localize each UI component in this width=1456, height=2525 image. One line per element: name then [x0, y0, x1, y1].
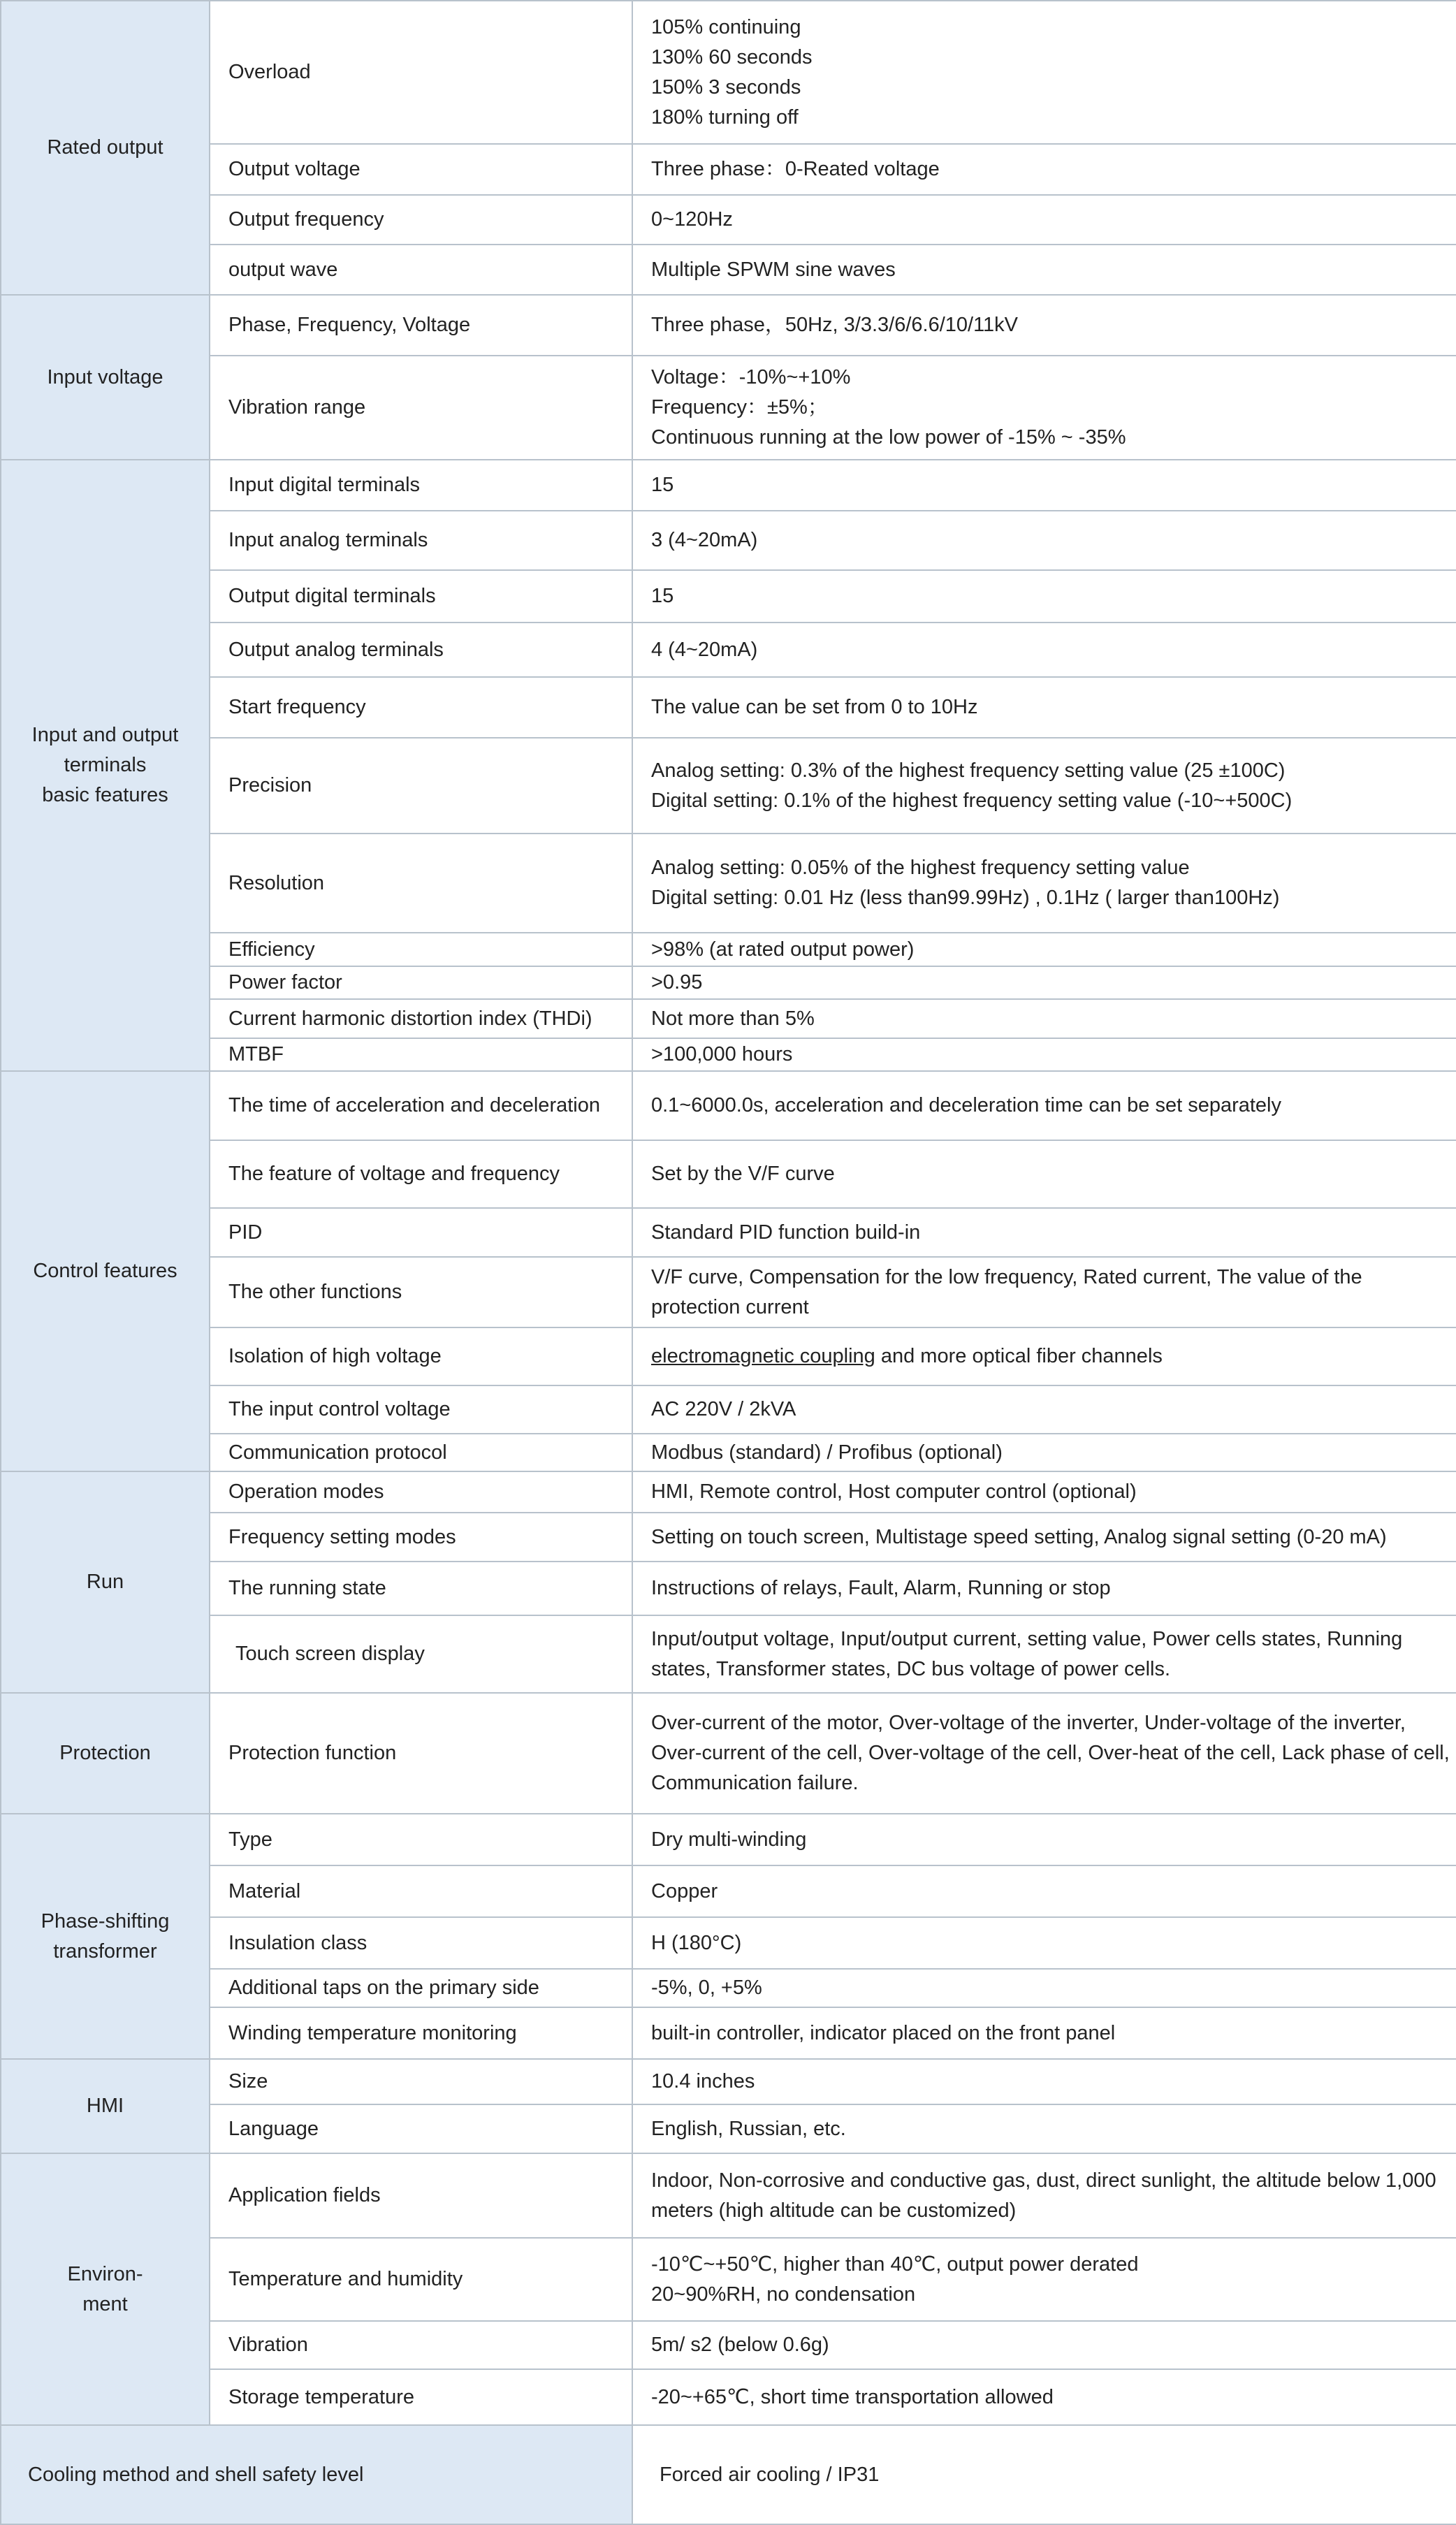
param-name: Language: [210, 2104, 632, 2153]
param-value: [632, 2153, 1456, 2238]
spec-row: [1, 1693, 1456, 1814]
spec-row: [1, 2059, 1456, 2104]
param-value: [632, 966, 1456, 999]
value-line: 180% turning off: [651, 105, 799, 129]
spec-row: [1, 2238, 1456, 2321]
param-name: Phase, Frequency, Voltage: [210, 295, 632, 356]
param-name: Isolation of high voltage: [210, 1327, 632, 1385]
param-value: [632, 1471, 1456, 1513]
spec-row: [1, 933, 1456, 966]
value-line: 150% 3 seconds: [651, 75, 801, 99]
param-value: [632, 1814, 1456, 1865]
param-value: [632, 295, 1456, 356]
value-line: >0.95: [651, 971, 703, 994]
value-line: Over-current of the cell, Over-voltage of the cell, Over-heat of the cell, Lack phase of cell,: [651, 1742, 1450, 1764]
value-line: 5m/ s2 (below 0.6g): [651, 2334, 829, 2356]
value-line: 3 (4~20mA): [651, 529, 758, 551]
param-value: [632, 623, 1456, 677]
value-line: Over-current of the motor, Over-voltage of the inverter, Under-voltage of the inverter,: [651, 1712, 1406, 1734]
param-value: [632, 677, 1456, 738]
spec-row: [1, 623, 1456, 677]
spec-row: [1, 2321, 1456, 2369]
param-name: Current harmonic distortion index (THDi): [210, 999, 632, 1038]
spec-row: [1, 1969, 1456, 2007]
param-name: Additional taps on the primary side: [210, 1969, 632, 2007]
param-name: Overload: [210, 1, 632, 144]
spec-row: [1, 1434, 1456, 1471]
spec-body: [1, 1, 1456, 2524]
spec-row: [1, 245, 1456, 295]
value-line: Continuous running at the low power of -15% ~ -35%: [651, 426, 1126, 449]
param-value: [632, 570, 1456, 623]
param-name: Communication protocol: [210, 1434, 632, 1471]
group-label: [1, 1693, 210, 1814]
spec-row: [1, 1208, 1456, 1257]
value-line: -20~+65℃, short time transportation allowed: [651, 2385, 1054, 2408]
value-line: AC 220V / 2kVA: [651, 1398, 796, 1420]
value-line: 105% continuing: [651, 15, 801, 38]
param-name: Input digital terminals: [210, 460, 632, 511]
value-line: 20~90%RH, no condensation: [651, 2283, 916, 2306]
param-name: Storage temperature: [210, 2369, 632, 2425]
param-value: [632, 2321, 1456, 2369]
param-name: Protection function: [210, 1693, 632, 1814]
param-name: Output digital terminals: [210, 570, 632, 623]
footer-label: Cooling method and shell safety level: [1, 2425, 632, 2524]
value-line: Multiple SPWM sine waves: [651, 258, 896, 281]
group-label: [1, 460, 210, 1071]
spec-row: [1, 2369, 1456, 2425]
group-label-line: Protection: [59, 1742, 151, 1764]
spec-row: [1, 195, 1456, 245]
param-value: [632, 999, 1456, 1038]
param-value: [632, 2104, 1456, 2153]
value-line: HMI, Remote control, Host computer control (optional): [651, 1480, 1137, 1503]
param-value: [632, 195, 1456, 245]
group-label-line: ment: [82, 2292, 128, 2315]
param-value: [632, 356, 1456, 460]
value-line: V/F curve, Compensation for the low frequency, Rated current, The value of the: [651, 1265, 1362, 1288]
value-line: Frequency：±5%；: [651, 396, 828, 419]
param-value: [632, 2007, 1456, 2059]
value-line: Copper: [651, 1879, 718, 1902]
param-value: [632, 1038, 1456, 1071]
value-line: 4 (4~20mA): [651, 638, 758, 661]
spec-row: [1, 738, 1456, 834]
group-label: [1, 2059, 210, 2153]
param-value: [632, 511, 1456, 570]
spec-row: [1, 834, 1456, 933]
param-value: [632, 738, 1456, 834]
param-name: MTBF: [210, 1038, 632, 1071]
param-value: [632, 1693, 1456, 1814]
group-label-line: Phase-shifting: [41, 1909, 170, 1933]
spec-row: [1, 1471, 1456, 1513]
param-name: Frequency setting modes: [210, 1513, 632, 1562]
value-line: -5%, 0, +5%: [651, 1977, 762, 1999]
param-name: Start frequency: [210, 677, 632, 738]
param-value: [632, 1140, 1456, 1208]
param-name: The time of acceleration and deceleration: [210, 1071, 632, 1140]
param-value: [632, 1865, 1456, 1917]
spec-row: [1, 356, 1456, 460]
param-value: [632, 144, 1456, 195]
group-label-line: Control features: [33, 1260, 177, 1282]
value-line: Set by the V/F curve: [651, 1163, 835, 1185]
param-name: The other functions: [210, 1257, 632, 1327]
group-label: [1, 1814, 210, 2059]
spec-row: [1, 1038, 1456, 1071]
param-name: Resolution: [210, 834, 632, 933]
param-name: Size: [210, 2059, 632, 2104]
value-line: Three phase，50Hz, 3/3.3/6/6.6/10/11kV: [651, 314, 1019, 336]
value-line: Digital setting: 0.01 Hz (less than99.99Hz) , 0.1Hz ( larger than100Hz): [651, 887, 1280, 909]
param-name: Input analog terminals: [210, 511, 632, 570]
param-name: PID: [210, 1208, 632, 1257]
value-line: Voltage：-10%~+10%: [651, 366, 851, 388]
param-name: Power factor: [210, 966, 632, 999]
param-name: Application fields: [210, 2153, 632, 2238]
value-line: -10℃~+50℃, higher than 40℃, output power derated: [651, 2253, 1139, 2276]
param-value: [632, 1, 1456, 144]
param-name: Operation modes: [210, 1471, 632, 1513]
spec-row: [1, 1, 1456, 144]
spec-row: [1, 1814, 1456, 1865]
param-name: Touch screen display: [210, 1615, 632, 1693]
group-label: [1, 2153, 210, 2425]
value-line: meters (high altitude can be customized): [651, 2199, 1017, 2222]
param-value: [632, 245, 1456, 295]
group-label-line: Run: [86, 1571, 124, 1593]
param-name: Vibration range: [210, 356, 632, 460]
param-name: Winding temperature monitoring: [210, 2007, 632, 2059]
value-line: Standard PID function build-in: [651, 1221, 921, 1244]
spec-row: [1, 1257, 1456, 1327]
group-label-line: transformer: [53, 1940, 157, 1963]
param-name: The running state: [210, 1562, 632, 1615]
spec-row: [1, 1140, 1456, 1208]
value-line: H (180°C): [651, 1931, 742, 1954]
group-label-line: HMI: [86, 2095, 124, 2117]
group-label: [1, 1471, 210, 1693]
value-line: Instructions of relays, Fault, Alarm, Running or stop: [651, 1577, 1111, 1599]
param-value: [632, 1562, 1456, 1615]
param-name: Efficiency: [210, 933, 632, 966]
group-label-line: Input and output: [31, 724, 179, 746]
param-value: [632, 1208, 1456, 1257]
spec-row: [1, 2007, 1456, 2059]
group-label: [1, 1071, 210, 1471]
param-value: [632, 933, 1456, 966]
param-name: Precision: [210, 738, 632, 834]
spec-row: [1, 1865, 1456, 1917]
spec-row: [1, 677, 1456, 738]
value-line: The value can be set from 0 to 10Hz: [651, 696, 978, 718]
param-name: Output frequency: [210, 195, 632, 245]
value-line: 0.1~6000.0s, acceleration and deceleration time can be set separately: [651, 1094, 1282, 1116]
footer-value: Forced air cooling / IP31: [632, 2425, 1456, 2524]
param-value: [632, 1385, 1456, 1434]
spec-row: [1, 1327, 1456, 1385]
param-value: [632, 1917, 1456, 1969]
spec-row: [1, 570, 1456, 623]
group-label-line: Rated output: [47, 136, 163, 159]
spec-row: [1, 1385, 1456, 1434]
value-line: 15: [651, 585, 674, 607]
value-line: protection current: [651, 1295, 809, 1318]
value-line: Digital setting: 0.1% of the highest frequency setting value (-10~+500C): [651, 789, 1293, 812]
param-name: Material: [210, 1865, 632, 1917]
group-label: [1, 1, 210, 295]
value-line: Dry multi-winding: [651, 1828, 807, 1851]
param-value: [632, 1434, 1456, 1471]
spec-row: [1, 1071, 1456, 1140]
param-value: [632, 2059, 1456, 2104]
param-name: Insulation class: [210, 1917, 632, 1969]
param-value: [632, 2369, 1456, 2425]
param-name: Output voltage: [210, 144, 632, 195]
spec-row: [1, 966, 1456, 999]
value-line: Input/output voltage, Input/output current, setting value, Power cells states, Running: [651, 1627, 1403, 1650]
value-line: states, Transformer states, DC bus voltage of power cells.: [651, 1657, 1171, 1680]
value-text: and more optical fiber channels: [875, 1345, 1163, 1367]
group-label-line: Input voltage: [47, 365, 163, 388]
param-name: The feature of voltage and frequency: [210, 1140, 632, 1208]
spec-row: [1, 1562, 1456, 1615]
param-value: [632, 1257, 1456, 1327]
param-name: Temperature and humidity: [210, 2238, 632, 2321]
param-value: [632, 1615, 1456, 1693]
param-name: Vibration: [210, 2321, 632, 2369]
group-label-line: Environ-: [67, 2262, 143, 2285]
param-value: [632, 834, 1456, 933]
value-line: Modbus (standard) / Profibus (optional): [651, 1441, 1003, 1464]
spec-row: [1, 295, 1456, 356]
value-line: Analog setting: 0.3% of the highest frequency setting value (25 ±100C): [651, 759, 1286, 782]
param-name: Type: [210, 1814, 632, 1865]
param-value: [632, 1327, 1456, 1385]
spec-row: [1, 1615, 1456, 1693]
value-line: built-in controller, indicator placed on the front panel: [651, 2021, 1116, 2044]
spec-row: [1, 999, 1456, 1038]
term-link[interactable]: electromagnetic coupling: [651, 1345, 875, 1367]
value-line: 130% 60 seconds: [651, 45, 813, 68]
value-line: >98% (at rated output power): [651, 938, 915, 961]
value-line: 10.4 inches: [651, 2070, 755, 2093]
spec-row: [1, 2153, 1456, 2238]
spec-row: [1, 1917, 1456, 1969]
param-value: [632, 460, 1456, 511]
spec-row: [1, 2104, 1456, 2153]
value-line: Three phase：0-Reated voltage: [651, 158, 940, 180]
param-value: [632, 1969, 1456, 2007]
spec-row: [1, 460, 1456, 511]
param-name: Output analog terminals: [210, 623, 632, 677]
spec-row: [1, 511, 1456, 570]
param-value: [632, 2238, 1456, 2321]
value-line: Analog setting: 0.05% of the highest frequency setting value: [651, 857, 1190, 879]
value-line: Not more than 5%: [651, 1007, 815, 1030]
value-line: English, Russian, etc.: [651, 2117, 846, 2140]
group-label-line: terminals: [64, 754, 147, 776]
group-label: [1, 295, 210, 460]
value-line: 0~120Hz: [651, 208, 733, 231]
value-line: >100,000 hours: [651, 1043, 793, 1065]
param-name: The input control voltage: [210, 1385, 632, 1434]
value-line: Communication failure.: [651, 1772, 859, 1794]
param-value: [632, 1513, 1456, 1562]
param-name: output wave: [210, 245, 632, 295]
value-line: Indoor, Non-corrosive and conductive gas, dust, direct sunlight, the altitude below 1,000: [651, 2169, 1436, 2192]
spec-row: [1, 1513, 1456, 1562]
group-label-line: basic features: [42, 784, 168, 806]
spec-row: [1, 144, 1456, 195]
spec-row: [1, 2425, 1456, 2524]
param-value: [632, 1071, 1456, 1140]
value-line: Setting on touch screen, Multistage speed setting, Analog signal setting (0-20 mA): [651, 1525, 1387, 1548]
value-line: 15: [651, 474, 674, 496]
